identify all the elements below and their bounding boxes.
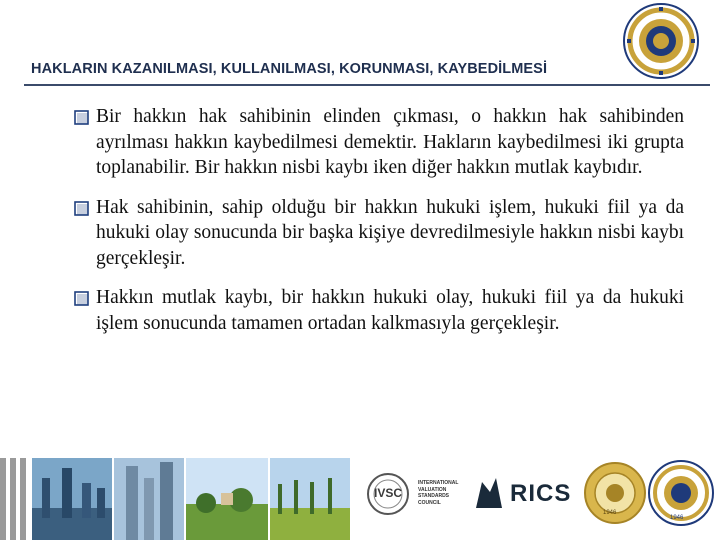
bullet-item-3 bbox=[72, 285, 684, 336]
field-photo bbox=[270, 458, 350, 540]
checkbox-bullet-icon bbox=[74, 110, 89, 125]
ivsc-full-name: INTERNATIONAL VALUATION STANDARDS COUNCIL bbox=[418, 480, 459, 506]
bullet-item-1 bbox=[72, 104, 684, 181]
rics-label: RICS bbox=[510, 480, 572, 507]
ivsc-abbr: IVSC bbox=[374, 486, 403, 500]
footer-stripe-3 bbox=[20, 458, 26, 540]
bullet-text-3: Hakkın mutlak kaybı, bir hakkın hukuki olay, hukuki fiil ya da hukuki işlem sonucunda tamamen ortadan kalkmasıyla gerçekleşir. bbox=[96, 287, 684, 334]
footer-stripe-1 bbox=[0, 458, 6, 540]
checkbox-bullet-icon bbox=[74, 291, 89, 306]
seal1-year: 1946 bbox=[603, 510, 617, 516]
landscape-photo bbox=[186, 458, 268, 540]
bullet-list bbox=[72, 104, 684, 350]
header-rule bbox=[24, 84, 710, 86]
bullet-text-1: Bir hakkın hak sahibinin elinden çıkması, o hakkın hak sahibinden ayrılması hakkın kaybedilmesi demektir. Hakların kaybedilmesi iki grupta toplanabilir. Bir hakkın nisbi kaybı iken diğer hakkın mutlak kaybıdır. bbox=[96, 106, 684, 178]
seal2-year: 1946 bbox=[670, 515, 684, 521]
bullet-item-2 bbox=[72, 195, 684, 272]
towers-photo bbox=[114, 458, 184, 540]
footer-stripe-2 bbox=[10, 458, 16, 540]
city-skyline-photo bbox=[32, 458, 112, 540]
checkbox-bullet-icon bbox=[74, 201, 89, 216]
university-logo bbox=[622, 2, 700, 80]
bullet-text-2: Hak sahibinin, sahip olduğu bir hakkın hukuki işlem, hukuki fiil ya da hukuki olay sonucunda bir başka kişiye devredilmesiyle hakkın nisbi kaybı gerçekleşir. bbox=[96, 196, 684, 269]
page-title: HAKLARIN KAZANILMASI, KULLANILMASI, KORUNMASI, KAYBEDİLMESİ bbox=[31, 61, 548, 77]
